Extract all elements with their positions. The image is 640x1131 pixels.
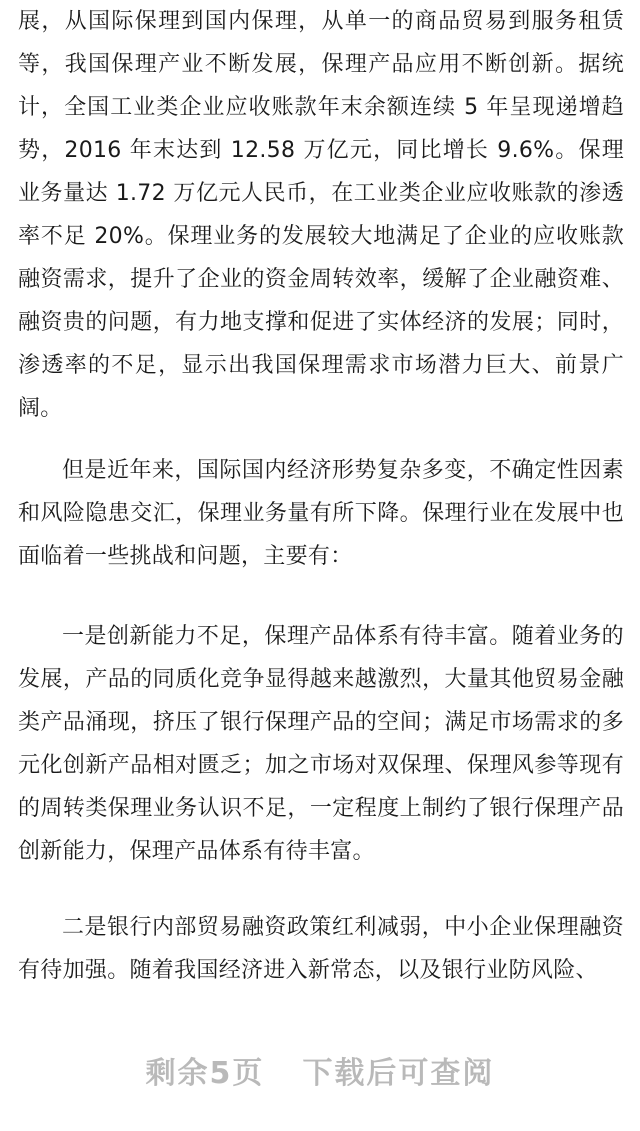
download-banner[interactable] bbox=[0, 1048, 640, 1092]
paragraph-continued: 展，从国际保理到国内保理，从单一的商品贸易到服务租赁等，我国保理产业不断发展，保理产品应用不断创新。据统计，全国工业类企业应收账款年末余额连续 5 年呈现递增趋势，2016 年末达到 12.58 万亿元，同比增长 9.6%。保理业务量达 1.72 万亿元人民币，在工业类企业应收账款的渗透率不足 20%。保理业务的发展较大地满足了企业的应收账款融资需求，提升了企业的资金周转效率，缓解了企业融资难、融资贵的问题，有力地支撑和促进了实体经济的发展；同时，渗透率的不足，显示出我国保理需求市场潜力巨大、前景广阔。 bbox=[18, 9, 624, 421]
paragraph-point-one: 一是创新能力不足，保理产品体系有待丰富。随着业务的发展，产品的同质化竞争显得越来越激烈，大量其他贸易金融类产品涌现，挤压了银行保理产品的空间；满足市场需求的多元化创新产品相对匮乏；加之市场对双保理、保理风参等现有的周转类保理业务认识不足，一定程度上制约了银行保理产品创新能力，保理产品体系有待丰富。 bbox=[18, 624, 624, 864]
paragraph-challenges-intro: 但是近年来，国际国内经济形势复杂多变，不确定性因素和风险隐患交汇，保理业务量有所下降。保理行业在发展中也面临着一些挑战和问题，主要有： bbox=[18, 458, 624, 569]
paragraph-point-two: 二是银行内部贸易融资政策红利减弱，中小企业保理融资有待加强。随着我国经济进入新常态，以及银行业防风险、 bbox=[18, 915, 624, 983]
remaining-pages-label: 剩余5页 bbox=[145, 1056, 265, 1091]
download-to-view-label[interactable]: 下载后可查阅 bbox=[302, 1056, 495, 1091]
